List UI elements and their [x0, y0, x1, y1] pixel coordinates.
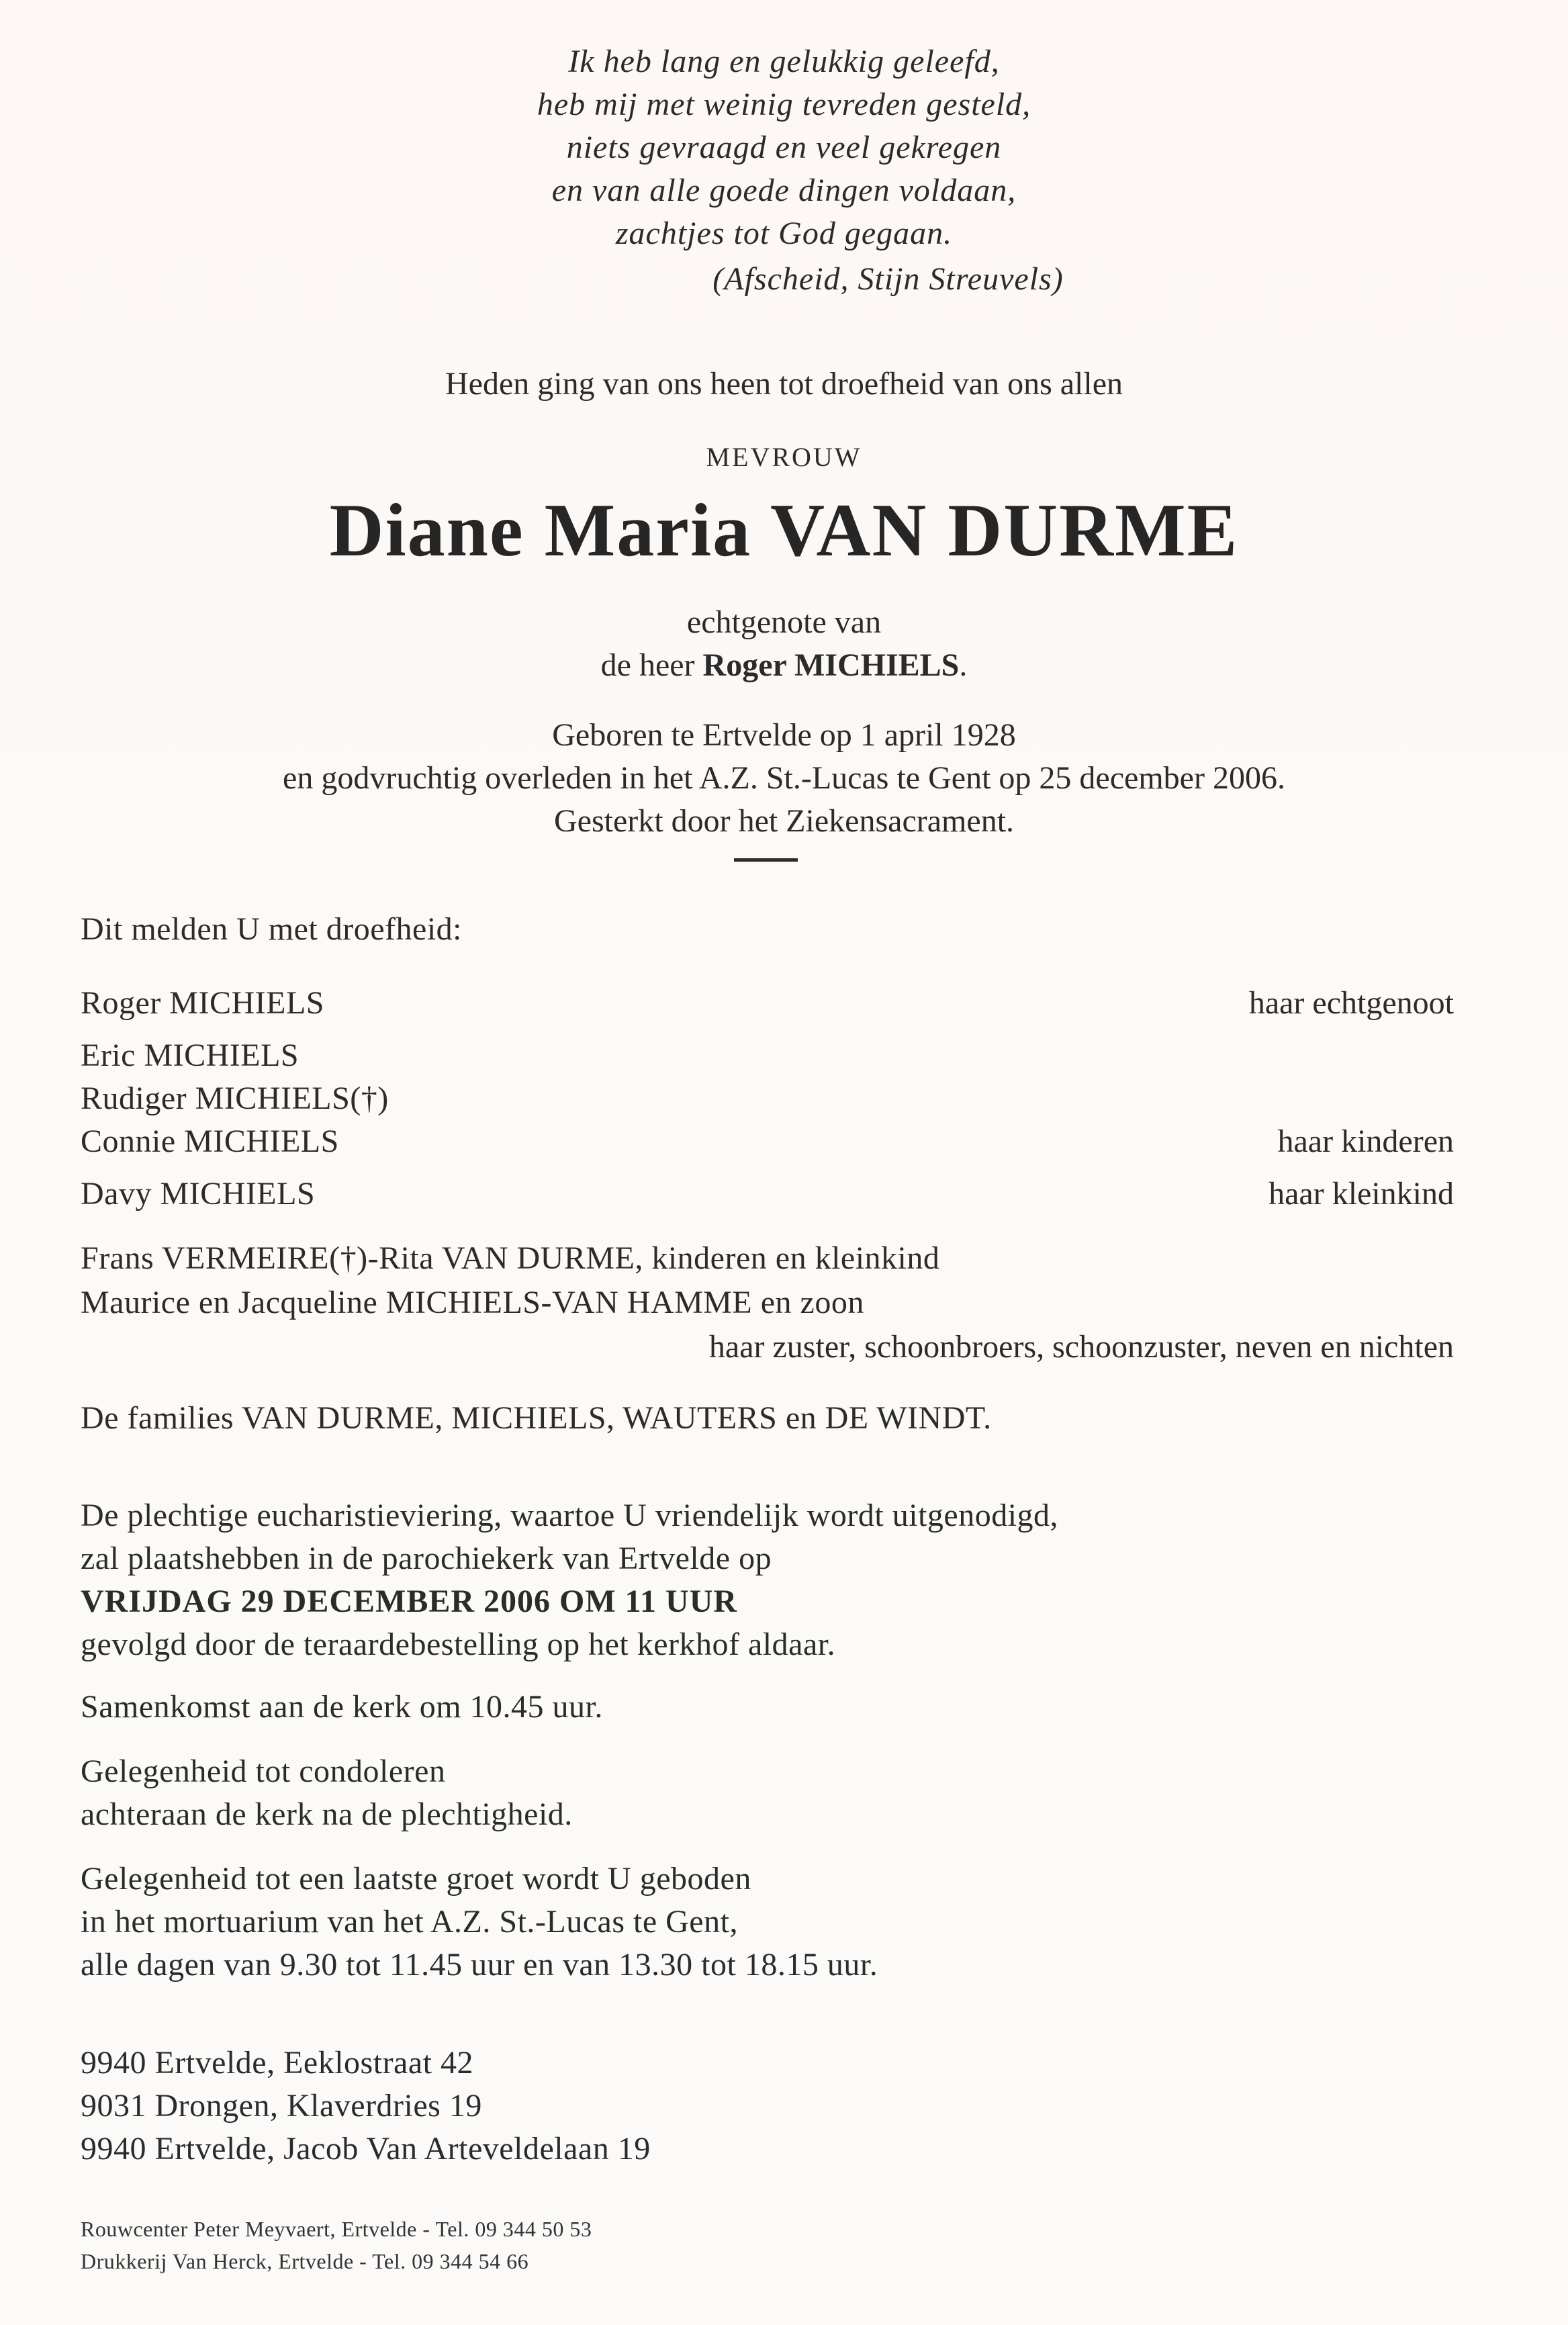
birth-line: Geboren te Ertvelde op 1 april 1928 [552, 717, 1016, 753]
family-spouse-role: haar echtgenoot [1248, 985, 1454, 1021]
deceased-name: Diane Maria VAN DURME [329, 489, 1239, 572]
poem-attribution: (Afscheid, Stijn Streuvels) [712, 261, 1064, 297]
farewell-line: Gelegenheid tot een laatste groet wordt U geboden [81, 1861, 751, 1897]
poem [0, 40, 1568, 301]
family-spouse-name: Roger MICHIELS [81, 985, 324, 1021]
sacrament-line: Gesterkt door het Ziekensacrament. [553, 803, 1015, 839]
address-item: 9031 Drongen, Klaverdries 19 [81, 2088, 482, 2124]
farewell-block [81, 1858, 878, 1987]
family-child-name: Connie MICHIELS [81, 1124, 339, 1159]
relatives-line: Frans VERMEIRE(†)-Rita VAN DURME, kinderen en kleinkind [81, 1240, 940, 1276]
address-item: 9940 Ertvelde, Eeklostraat 42 [81, 2045, 473, 2081]
intro-text: Heden ging van ons heen tot droefheid van ons allen [445, 366, 1123, 402]
address-item: 9940 Ertvelde, Jacob Van Arteveldelaan 19 [81, 2131, 651, 2167]
families-line: De families VAN DURME, MICHIELS, WAUTERS en DE WINDT. [81, 1400, 992, 1436]
printer-footer [81, 2213, 592, 2277]
death-line: en godvruchtig overleden in het A.Z. St.-Lucas te Gent op 25 december 2006. [283, 760, 1285, 796]
gathering-line: Samenkomst aan de kerk om 10.45 uur. [81, 1689, 603, 1725]
address-list [81, 2042, 651, 2171]
relatives-role: haar zuster, schoonbroers, schoonzuster, neven en nichten [708, 1329, 1454, 1365]
spouse-intro: echtgenote van [686, 604, 882, 640]
farewell-line: in het mortuarium van het A.Z. St.-Lucas te Gent, [81, 1904, 738, 1940]
ceremony-date: VRIJDAG 29 DECEMBER 2006 OM 11 UUR [81, 1584, 738, 1619]
family-child-name: Rudiger MICHIELS(†) [81, 1081, 389, 1116]
poem-line: niets gevraagd en veel gekregen [566, 130, 1002, 165]
spouse-name: Roger MICHIELS [702, 647, 960, 683]
ceremony-block [81, 1494, 1058, 1666]
family-grandchild-role: haar kleinkind [1269, 1176, 1454, 1212]
farewell-line: alle dagen van 9.30 tot 11.45 uur en van 13.30 tot 18.15 uur. [81, 1947, 878, 1982]
poem-line: zachtjes tot God gegaan. [615, 216, 953, 251]
spouse-prefix: de heer [600, 647, 703, 683]
condolence-block [81, 1750, 573, 1836]
ceremony-line: zal plaatshebben in de parochiekerk van Ertvelde op [81, 1541, 772, 1576]
family-grandchild-name: Davy MICHIELS [81, 1176, 316, 1212]
section-divider [734, 858, 798, 862]
condolence-line: achteraan de kerk na de plechtigheid. [81, 1796, 573, 1832]
poem-line: Ik heb lang en gelukkig geleefd, [568, 44, 1000, 79]
family-child-name: Eric MICHIELS [81, 1038, 299, 1073]
relatives-line: Maurice en Jacqueline MICHIELS-VAN HAMME en zoon [81, 1285, 864, 1320]
poem-line: en van alle goede dingen voldaan, [551, 173, 1017, 208]
footer-line: Drukkerij Van Herck, Ertvelde - Tel. 09 344 54 66 [81, 2249, 529, 2273]
honorific-title: MEVROUW [706, 442, 862, 472]
spouse-line [0, 644, 1568, 687]
footer-line: Rouwcenter Peter Meyvaert, Ertvelde - Tel. 09 344 50 53 [81, 2217, 592, 2241]
birth-death-block [0, 714, 1568, 843]
ceremony-line: gevolgd door de teraardebestelling op het kerkhof aldaar. [81, 1627, 836, 1662]
ceremony-line: De plechtige eucharistieviering, waartoe U vriendelijk wordt uitgenodigd, [81, 1498, 1059, 1533]
family-children-role: haar kinderen [1277, 1124, 1454, 1159]
spouse-suffix: . [959, 647, 968, 683]
condolence-line: Gelegenheid tot condoleren [81, 1753, 446, 1789]
spouse-block [0, 601, 1568, 687]
announcement-lead: Dit melden U met droefheid: [81, 911, 463, 947]
poem-line: heb mij met weinig tevreden gesteld, [537, 87, 1031, 122]
